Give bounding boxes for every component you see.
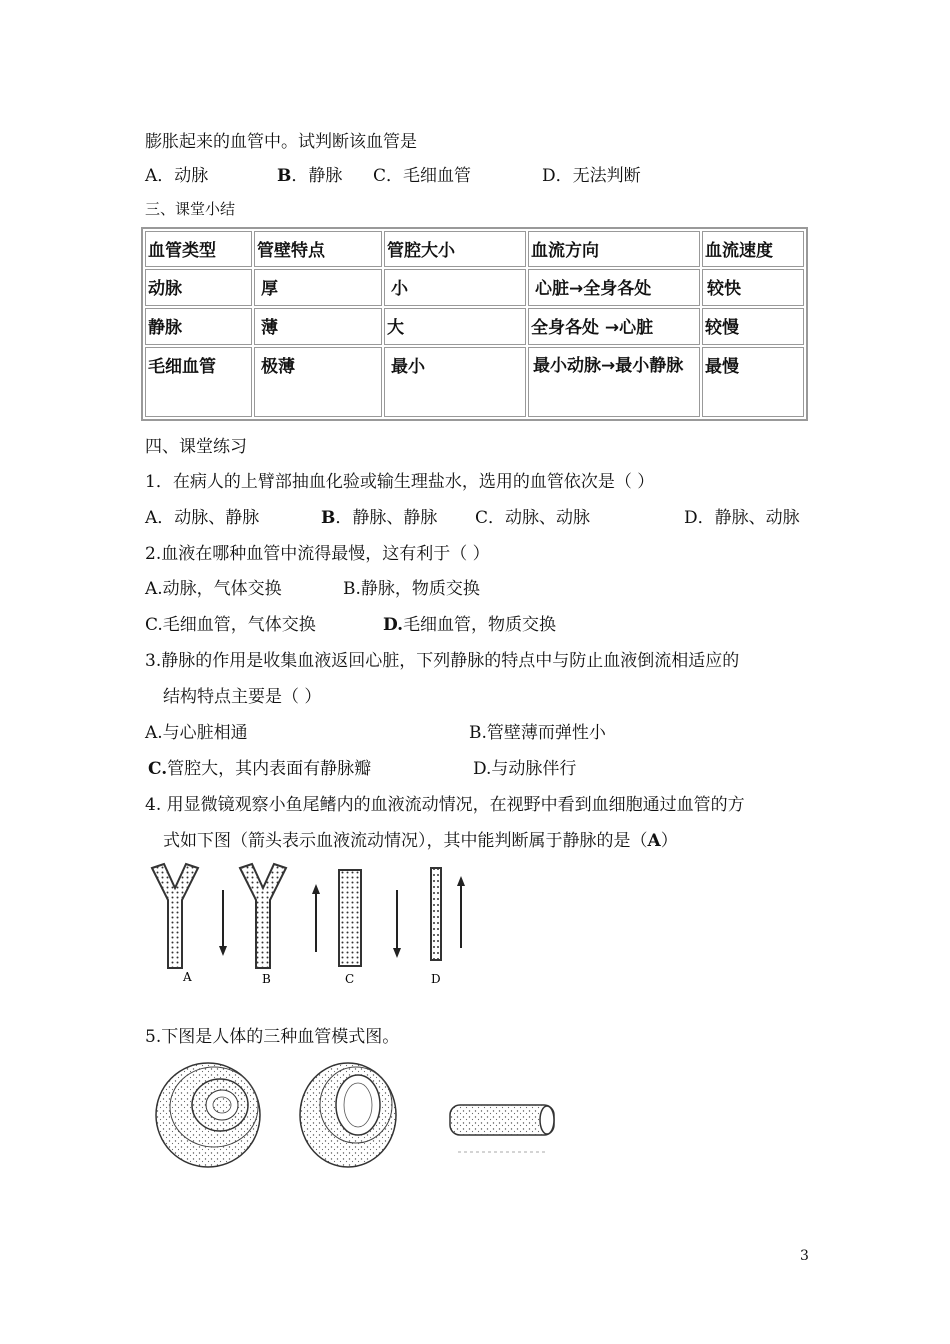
q3-option-a: A.与心脏相通 <box>145 723 248 743</box>
table-cell: 最小动脉→最小静脉 <box>528 347 700 417</box>
table-cell: 最慢 <box>702 347 804 417</box>
table-cell: 大 <box>384 308 526 345</box>
q2-options-row1 <box>145 574 815 598</box>
q3-options-row1 <box>145 718 815 742</box>
q1-option-c: C．动脉、动脉 <box>475 508 591 528</box>
header-cell: 管腔大小 <box>384 231 526 267</box>
header-cell: 血流速度 <box>702 231 804 267</box>
q2-option-a: A.动脉，气体交换 <box>145 579 282 599</box>
artery-cross-section <box>156 1063 260 1167</box>
prev-option-c: C．毛细血管 <box>373 166 472 186</box>
vessel-label-a: A <box>183 970 192 984</box>
vessel-label-c: C <box>345 972 355 986</box>
q3-stem-line2: 结构特点主要是（ ） <box>163 687 322 707</box>
q4-answer: A <box>647 831 661 851</box>
prev-option-d: D．无法判断 <box>542 166 641 186</box>
table-cell: 薄 <box>254 308 382 345</box>
q3-stem-line1: 3.静脉的作用是收集血液返回心脏，下列静脉的特点中与防止血液倒流相适应的 <box>145 651 740 671</box>
three-vessels-figure <box>150 1055 570 1175</box>
table-cell: 小 <box>384 269 526 306</box>
prev-question-stem: 膨胀起来的血管中。试判断该血管是 <box>145 132 417 152</box>
table-cell: 全身各处 →心脏 <box>528 308 700 345</box>
vessel-d-diagram <box>431 868 465 960</box>
vessel-label-d: D <box>431 972 441 986</box>
summary-table <box>141 227 808 421</box>
table-cell: 毛细血管 <box>145 347 252 417</box>
q1-options <box>145 503 815 527</box>
vessel-b-diagram <box>240 864 320 968</box>
vessel-c-diagram <box>339 870 401 966</box>
table-row <box>145 347 804 417</box>
table-cell: 极薄 <box>254 347 382 417</box>
table-row <box>145 269 804 306</box>
table-cell: 较快 <box>702 269 804 306</box>
page-number: 3 <box>800 1248 809 1264</box>
q2-option-d: D.毛细血管，物质交换 <box>383 615 557 635</box>
vein-cross-section <box>300 1063 396 1167</box>
q2-option-c: C.毛细血管，气体交换 <box>145 615 316 635</box>
vessel-a-diagram <box>152 864 227 968</box>
vessel-flow-figure <box>140 860 490 990</box>
q3-options-row2 <box>145 754 815 778</box>
capillary-tube <box>450 1105 554 1152</box>
table-cell: 心脏→全身各处 <box>528 269 700 306</box>
table-cell: 最小 <box>384 347 526 417</box>
section-summary-heading: 三、课堂小结 <box>145 200 236 218</box>
q3-option-d: D.与动脉伴行 <box>473 759 577 779</box>
table-row <box>145 308 804 345</box>
table-cell: 静脉 <box>145 308 252 345</box>
q3-option-b: B.管壁薄而弹性小 <box>469 723 606 743</box>
q2-option-b: B.静脉，物质交换 <box>343 579 480 599</box>
q1-option-a: A．动脉、静脉 <box>145 508 260 528</box>
prev-option-b: B．静脉 <box>277 166 343 186</box>
table-cell: 动脉 <box>145 269 252 306</box>
q1-option-d: D．静脉、动脉 <box>684 508 800 528</box>
header-cell: 血流方向 <box>528 231 700 267</box>
q4-stem-line1: 4. 用显微镜观察小鱼尾鳍内的血液流动情况，在视野中看到血细胞通过血管的方 <box>145 795 745 815</box>
q2-stem: 2.血液在哪种血管中流得最慢，这有利于（ ） <box>145 544 490 564</box>
section-practice-heading: 四、课堂练习 <box>145 437 247 457</box>
q2-options-row2 <box>145 610 815 634</box>
q1-stem: 1．在病人的上臂部抽血化验或输生理盐水，选用的血管依次是（ ） <box>145 472 655 492</box>
q5-stem: 5.下图是人体的三种血管模式图。 <box>145 1027 400 1047</box>
prev-option-a: A．动脉 <box>145 166 209 186</box>
header-cell: 血管类型 <box>145 231 252 267</box>
table-cell: 较慢 <box>702 308 804 345</box>
vessel-label-b: B <box>262 972 271 986</box>
table-header-row <box>145 231 804 267</box>
q3-option-c: C.管腔大，其内表面有静脉瓣 <box>148 759 372 779</box>
table-cell: 厚 <box>254 269 382 306</box>
q1-option-b: B．静脉、静脉 <box>321 508 438 528</box>
q4-stem-line2: 式如下图（箭头表示血液流动情况），其中能判断属于静脉的是（A） <box>163 831 678 851</box>
header-cell: 管壁特点 <box>254 231 382 267</box>
